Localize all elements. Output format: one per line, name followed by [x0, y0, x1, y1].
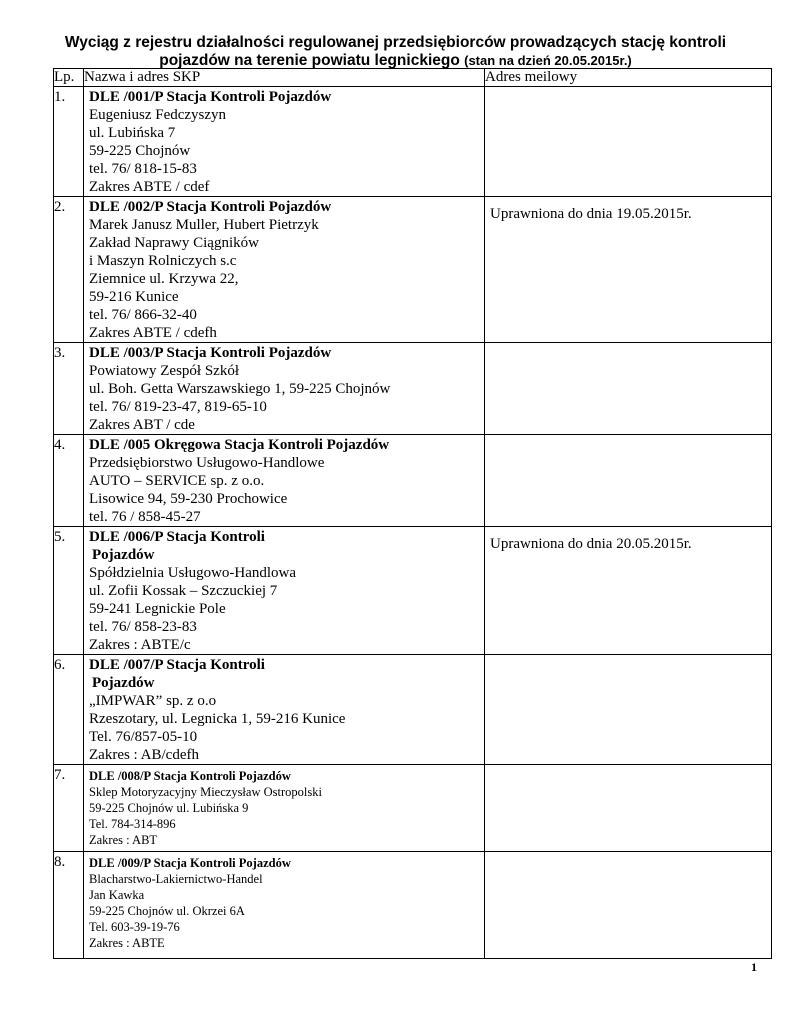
row-number: 1. — [54, 87, 84, 197]
header-mail: Adres meilowy — [485, 69, 772, 87]
station-info-line: Blacharstwo-Lakiernictwo-Handel — [89, 872, 263, 886]
row-number: 4. — [54, 435, 84, 527]
station-details — [84, 527, 485, 655]
row-number: 8. — [54, 852, 84, 959]
station-info-line: Zakres : AB/cdefh — [89, 747, 199, 763]
email-or-note: Uprawniona do dnia 19.05.2015r. — [485, 197, 772, 343]
email-or-note — [485, 87, 772, 197]
station-code: DLE /005 Okręgowa Stacja Kontroli Pojazdów — [89, 437, 390, 453]
table-row — [54, 527, 772, 655]
title-line-2-main: pojazdów na terenie powiatu legnickiego — [159, 52, 460, 69]
station-info-line: tel. 76/ 866-32-40 — [89, 307, 197, 323]
station-info-line: Jan Kawka — [89, 888, 145, 902]
station-info-line: Tel. 603-39-19-76 — [89, 920, 180, 934]
email-or-note: Uprawniona do dnia 20.05.2015r. — [485, 527, 772, 655]
table-body — [54, 87, 772, 959]
station-info-line: 59-241 Legnickie Pole — [89, 601, 226, 617]
station-details — [84, 435, 485, 527]
email-or-note — [485, 852, 772, 959]
page-number: 1 — [751, 960, 757, 974]
station-info-line: Przedsiębiorstwo Usługowo-Handlowe — [89, 455, 325, 471]
station-code: DLE /006/P Stacja Kontroli — [89, 529, 265, 545]
station-info-line: Zakres : ABT — [89, 833, 158, 847]
station-details — [84, 343, 485, 435]
table-header-row — [54, 69, 772, 87]
station-details — [84, 655, 485, 765]
station-info-line: 59-225 Chojnów ul. Lubińska 9 — [89, 801, 249, 815]
title-date: (stan na dzień 20.05.2015r.) — [464, 53, 632, 68]
station-info-line: Eugeniusz Fedczyszyn — [89, 107, 227, 123]
row-number: 2. — [54, 197, 84, 343]
station-info-line: „IMPWAR” sp. z o.o — [89, 693, 217, 709]
station-info-line: ul. Zofii Kossak – Szczuckiej 7 — [89, 583, 278, 599]
station-code-continued: Pojazdów — [92, 547, 155, 563]
station-info-line: Marek Janusz Muller, Hubert Pietrzyk — [89, 217, 319, 233]
document-title — [30, 34, 761, 70]
station-info-line: Spółdzielnia Usługowo-Handlowa — [89, 565, 297, 581]
table-row — [54, 852, 772, 959]
station-info-line: Tel. 784-314-896 — [89, 817, 176, 831]
email-or-note — [485, 655, 772, 765]
row-number: 6. — [54, 655, 84, 765]
header-name: Nazwa i adres SKP — [84, 69, 485, 87]
station-info-line: Lisowice 94, 59-230 Prochowice — [89, 491, 288, 507]
station-code: DLE /003/P Stacja Kontroli Pojazdów — [89, 345, 332, 361]
station-info-line: 59-225 Chojnów — [89, 143, 191, 159]
station-info-line: 59-216 Kunice — [89, 289, 179, 305]
station-code: DLE /002/P Stacja Kontroli Pojazdów — [89, 199, 332, 215]
station-details — [84, 87, 485, 197]
station-details — [84, 765, 485, 852]
station-info-line: Zakres : ABTE/c — [89, 637, 191, 653]
station-info-line: Zakres : ABTE — [89, 936, 165, 950]
station-info-line: Powiatowy Zespół Szkół — [89, 363, 239, 379]
station-info-line: 59-225 Chojnów ul. Okrzei 6A — [89, 904, 245, 918]
station-info-line: Tel. 76/857-05-10 — [89, 729, 198, 745]
station-info-line: ul. Lubińska 7 — [89, 125, 176, 141]
email-or-note — [485, 435, 772, 527]
registry-table — [53, 68, 772, 959]
station-info-line: tel. 76/ 858-23-83 — [89, 619, 197, 635]
station-info-line: Rzeszotary, ul. Legnicka 1, 59-216 Kunice — [89, 711, 346, 727]
station-info-line: Sklep Motoryzacyjny Mieczysław Ostropolski — [89, 785, 322, 799]
station-info-line: Ziemnice ul. Krzywa 22, — [89, 271, 239, 287]
email-or-note — [485, 765, 772, 852]
station-code: DLE /008/P Stacja Kontroli Pojazdów — [89, 769, 291, 783]
title-line-1: Wyciąg z rejestru działalności regulowanej przedsiębiorców prowadzących stację kontroli — [64, 34, 727, 51]
station-info-line: Zakres ABTE / cdef — [89, 179, 210, 195]
table-row — [54, 655, 772, 765]
station-details — [84, 852, 485, 959]
table-row — [54, 197, 772, 343]
station-code: DLE /009/P Stacja Kontroli Pojazdów — [89, 856, 291, 870]
header-lp: Lp. — [54, 69, 84, 87]
row-number: 5. — [54, 527, 84, 655]
email-or-note — [485, 343, 772, 435]
table-row — [54, 435, 772, 527]
table-row — [54, 343, 772, 435]
station-code: DLE /001/P Stacja Kontroli Pojazdów — [89, 89, 332, 105]
row-number: 3. — [54, 343, 84, 435]
station-info-line: Zakres ABT / cde — [89, 417, 195, 433]
station-code-continued: Pojazdów — [92, 675, 155, 691]
table-row — [54, 87, 772, 197]
station-info-line: tel. 76/ 818-15-83 — [89, 161, 197, 177]
station-info-line: i Maszyn Rolniczych s.c — [89, 253, 237, 269]
station-code: DLE /007/P Stacja Kontroli — [89, 657, 265, 673]
station-info-line: tel. 76 / 858-45-27 — [89, 509, 201, 525]
table-row — [54, 765, 772, 852]
station-details — [84, 197, 485, 343]
station-info-line: tel. 76/ 819-23-47, 819-65-10 — [89, 399, 267, 415]
station-info-line: Zakład Naprawy Ciągników — [89, 235, 259, 251]
row-number: 7. — [54, 765, 84, 852]
station-info-line: Zakres ABTE / cdefh — [89, 325, 217, 341]
station-info-line: AUTO – SERVICE sp. z o.o. — [89, 473, 265, 489]
station-info-line: ul. Boh. Getta Warszawskiego 1, 59-225 Chojnów — [89, 381, 391, 397]
